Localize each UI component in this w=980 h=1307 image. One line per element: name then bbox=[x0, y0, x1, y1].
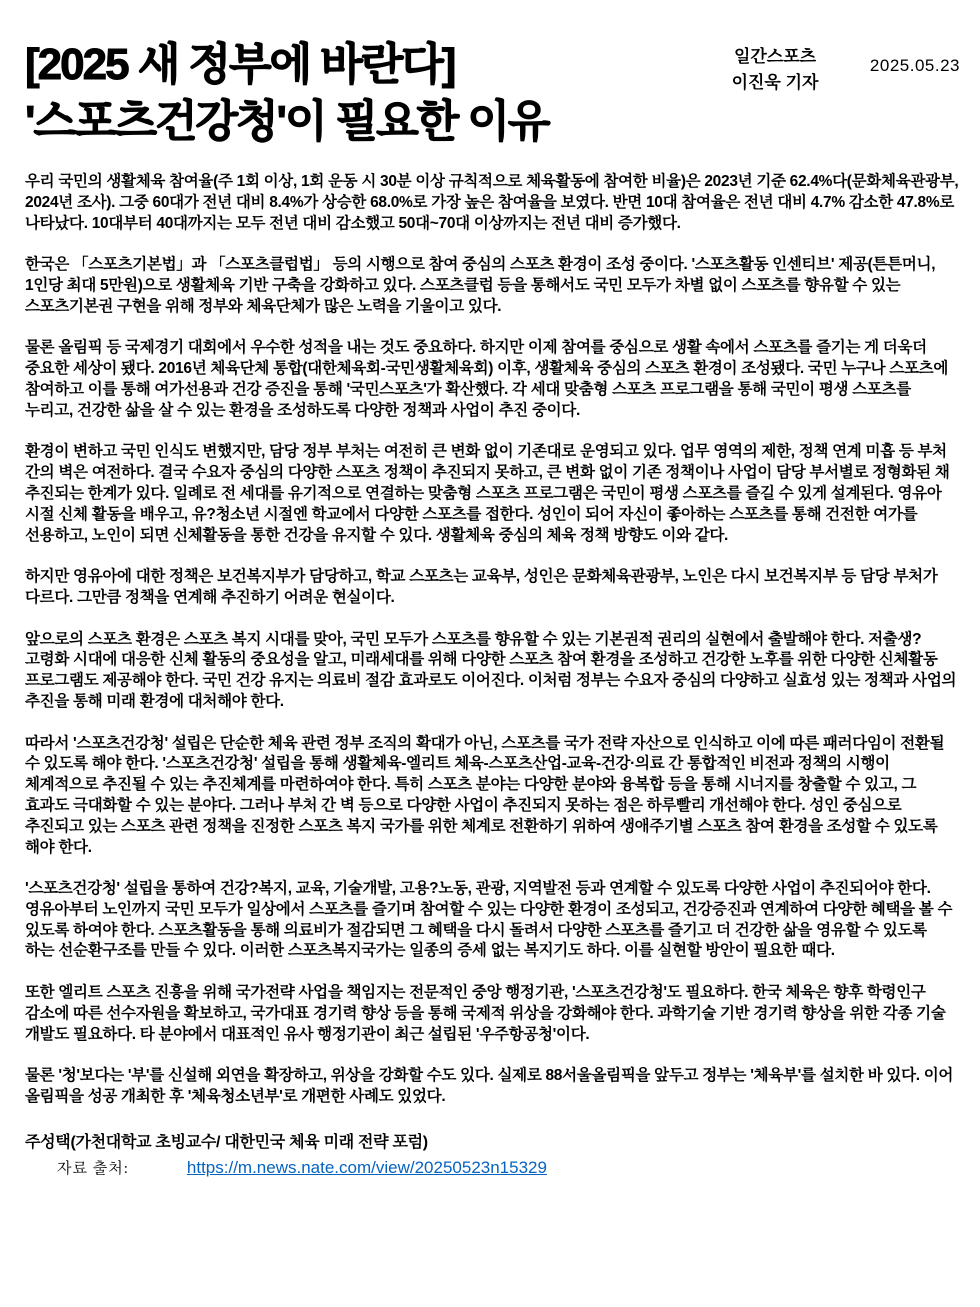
article-paragraph: 우리 국민의 생활체육 참여율(주 1회 이상, 1회 운동 시 30분 이상 규칙적으로 체육활동에 참여한 비율)은 2023년 기준 62.4%다(문화체육관광부, 2024년 조사). 그중 60대가 전년 대비 8.4%가 상승한 68.0%로 가장 높은 참여율을 보였다. 반면 10대 참여율은 전년 대비 4.7% 감소한 47.8%로 나타났다. 10대부터 40대까지는 모두 전년 대비 감소했고 50대~70대 이상까지는 전년 대비 증가했다. bbox=[25, 173, 959, 232]
article-paragraph: 환경이 변하고 국민 인식도 변했지만, 담당 정부 부처는 여전히 큰 변화 없이 기존대로 운영되고 있다. 업무 영역의 제한, 정책 연계 미흡 등 부처 간의 벽은 여전하다. 결국 수요자 중심의 다양한 스포츠 정책이 추진되지 못하고, 큰 변화 없이 기존 정책이나 사업이 담당 부서별로 정형화된 채 추진되는 한계가 있다. 일례로 전 세대를 유기적으로 연결하는 맞춤형 스포츠 프로그램은 국민이 평생 스포츠를 즐길 수 있게 설계된다. 영유아 시절 신체 활동을 배우고, 유?청소년 시절엔 학교에서 다양한 스포츠를 접한다. 성인이 되어 자신이 좋아하는 스포츠를 통해 건전한 여가를 선용하고, 노인이 되면 신체활동을 통한 건강을 유지할 수 있다. 생활체육 중심의 체육 정책 방향도 이와 같다. bbox=[25, 443, 950, 544]
author-credit: 주성택(가천대학교 초빙교수/ 대한민국 체육 미래 전략 포럼) bbox=[25, 1133, 428, 1151]
article-title-line-2: '스포츠건강청'이 필요한 이유 bbox=[25, 97, 549, 146]
article-paragraph: 또한 엘리트 스포츠 진흥을 위해 국가전략 사업을 책임지는 전문적인 중앙 행정기관, '스포츠건강청'도 필요하다. 한국 체육은 향후 학령인구 감소에 따른 선수자원을 확보하고, 국가대표 경기력 향상 등을 통해 국제적 위상을 강화해야 한다. 과학기술 기반 경기력 향상을 위한 각종 기술 개발도 필요하다. 타 분야에서 대표적인 유사 행정기관이 최근 설립된 '우주항공청'이다. bbox=[25, 984, 946, 1043]
article-header bbox=[25, 36, 960, 150]
source-link[interactable]: https://m.news.nate.com/view/20250523n15329 bbox=[186, 1157, 547, 1177]
article-paragraph: 한국은 「스포츠기본법」과 「스포츠클럽법」 등의 시행으로 참여 중심의 스포츠 환경이 조성 중이다. '스포츠활동 인센티브' 제공(튼튼머니, 1인당 최대 5만원)으로 생활체육 기반 구축을 강화하고 있다. 스포츠클럽 등을 통해서도 국민 모두가 차별 없이 스포츠를 향유할 수 있는 스포츠기본권 구현을 위해 정부와 체육단체가 많은 노력을 기울이고 있다. bbox=[25, 256, 936, 315]
article-paragraph: 물론 '청'보다는 '부'를 신설해 외연을 확장하고, 위상을 강화할 수도 있다. 실제로 88서울올림픽을 앞두고 정부는 '체육부'를 설치한 바 있다. 이어 올림픽을 성공 개최한 후 '체육청소년부'로 개편한 사례도 있었다. bbox=[25, 1067, 954, 1106]
article-paragraph: '스포츠건강청' 설립을 통하여 건강?복지, 교육, 기술개발, 고용?노동, 관광, 지역발전 등과 연계할 수 있도록 다양한 사업이 추진되어야 한다. 영유아부터 노인까지 국민 모두가 일상에서 스포츠를 즐기며 참여할 수 있는 다양한 환경이 조성되고, 건강증진과 연계하여 다양한 혜택을 볼 수 있도록 하여야 한다. 스포츠활동을 통해 의료비가 절감되면 그 혜택을 다시 돌려서 다양한 스포츠를 즐기고 더 건강한 삶을 영유할 수 있도록 하는 선순환구조를 만들 수 있다. 이러한 스포츠복지국가는 일종의 증세 없는 복지기도 하다. 이를 실현할 방안이 필요한 때다. bbox=[25, 880, 953, 960]
article-paragraph: 물론 올림픽 등 국제경기 대회에서 우수한 성적을 내는 것도 중요하다. 하지만 이제 참여를 중심으로 생활 속에서 스포츠를 즐기는 게 더욱더 중요한 세상이 됐다. 2016년 체육단체 통합(대한체육회-국민생활체육회) 이후, 생활체육 중심의 스포츠 환경이 조성됐다. 국민 누구나 스포츠에 참여하고 이를 통해 여가선용과 건강 증진을 통해 '국민스포츠'가 확산했다. 각 세대 맞춤형 스포츠 프로그램을 통해 국민이 평생 스포츠를 누리고, 건강한 삶을 살 수 있는 환경을 조성하도록 다양한 정책과 사업이 추진 중이다. bbox=[25, 339, 948, 419]
article-paragraph: 따라서 '스포츠건강청' 설립은 단순한 체육 관련 정부 조직의 확대가 아닌, 스포츠를 국가 전략 자산으로 인식하고 이에 따른 패러다임이 전환될 수 있도록 해야 한다. '스포츠건강청' 설립을 통해 생활체육-엘리트 체육-스포츠산업-교육-건강·의료 간 통합적인 비전과 정책의 시행이 체계적으로 추진될 수 있는 추진체계를 마련하여야 한다. 특히 스포츠 분야는 다양한 분야와 융복합 등을 통해 시너지를 창출할 수 있고, 그 효과도 극대화할 수 있는 분야다. 그러나 부처 간 벽 등으로 다양한 사업이 추진되지 못하는 점은 하루빨리 개선해야 한다. 성인 중심으로 추진되고 있는 스포츠 관련 정책을 진정한 스포츠 복지 국가를 위한 체계로 전환하기 위하여 생애주기별 스포츠 참여 환경을 조성할 수 있도록 해야 한다. bbox=[25, 734, 945, 856]
article-body bbox=[25, 172, 960, 1108]
article-title-line-1: [2025 새 정부에 바란다] bbox=[25, 40, 455, 89]
source-label: 자료 출처: bbox=[57, 1160, 129, 1177]
source-row bbox=[57, 1157, 960, 1178]
publish-date: 2025.05.23 bbox=[869, 56, 960, 75]
article-paragraph: 하지만 영유아에 대한 정책은 보건복지부가 담당하고, 학교 스포츠는 교육부, 성인은 문화체육관광부, 노인은 다시 보건복지부 등 담당 부처가 다르다. 그만큼 정책을 연계해 추진하기 어려운 현실이다. bbox=[25, 568, 938, 606]
reporter-name: 이진욱 기자 bbox=[731, 73, 819, 92]
byline bbox=[710, 44, 840, 96]
article-title bbox=[25, 36, 710, 150]
outlet-name: 일간스포츠 bbox=[733, 47, 817, 66]
article-paragraph: 앞으로의 스포츠 환경은 스포츠 복지 시대를 맞아, 국민 모두가 스포츠를 향유할 수 있는 기본권적 권리의 실현에서 출발해야 한다. 저출생?고령화 시대에 대응한 신체 활동의 중요성을 알고, 미래세대를 위해 다양한 스포츠 참여 환경을 조성하고 건강한 노후를 위한 다양한 신체활동 프로그램도 제공해야 한다. 국민 건강 유지는 의료비 절감 효과로도 이어진다. 이처럼 정부는 수요자 중심의 다양하고 실효성 있는 정책과 사업의 추진을 통해 미래 환경에 대처해야 한다. bbox=[25, 630, 957, 710]
